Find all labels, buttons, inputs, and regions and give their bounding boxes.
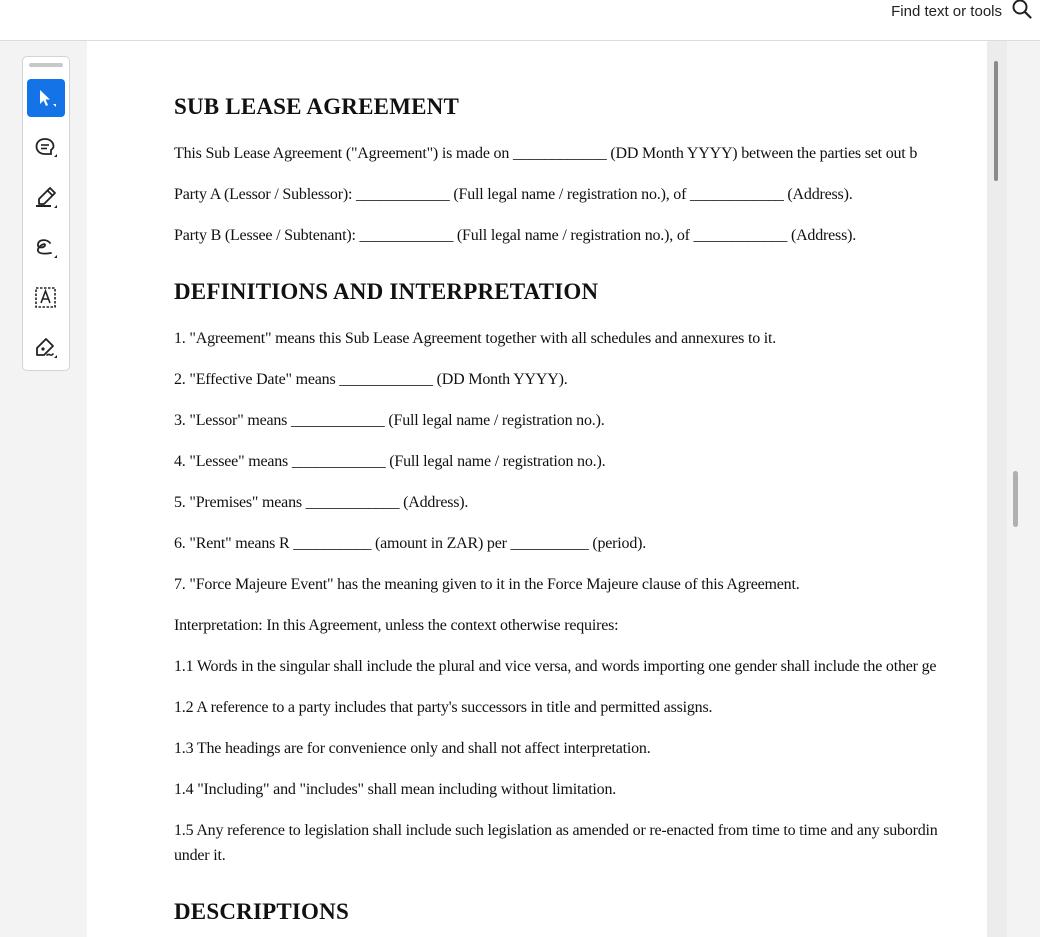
definition-item: 4. "Lessee" means ____________ (Full legal name / registration no.). [174, 453, 606, 470]
find-label: Find text or tools [891, 2, 1002, 20]
party-b-line: Party B (Lessee / Subtenant): ____________ (Full legal name / registration no.), of ____________ (Address). [174, 227, 857, 244]
outer-scrollbar-thumb[interactable] [1013, 471, 1018, 527]
party-a-line: Party A (Lessor / Sublessor): ____________ (Full legal name / registration no.), of ____________ (Address). [174, 186, 853, 203]
intro-line: This Sub Lease Agreement ("Agreement") is made on ____________ (DD Month YYYY) between the parties set out b [174, 145, 918, 162]
descriptions-heading: DESCRIPTIONS [174, 899, 349, 924]
document-content [174, 94, 986, 925]
freehand-draw-icon [33, 235, 59, 261]
document-title: SUB LEASE AGREEMENT [174, 94, 459, 119]
definitions-heading: DEFINITIONS AND INTERPRETATION [174, 279, 599, 304]
interpretation-item: 1.4 "Including" and "includes" shall mean including without limitation. [174, 781, 617, 798]
text-box-icon [33, 285, 59, 311]
highlight-tool[interactable] [27, 179, 65, 217]
interpretation-item: 1.5 Any reference to legislation shall include such legislation as amended or re-enacted from time to time and any subordin [174, 822, 938, 839]
signature-pen-icon [33, 335, 59, 361]
find-text-or-tools[interactable] [891, 0, 1032, 22]
top-bar [0, 0, 1040, 41]
definition-item: 3. "Lessor" means ____________ (Full legal name / registration no.). [174, 412, 605, 429]
comment-tool[interactable] [27, 129, 65, 167]
document-page[interactable] [87, 41, 987, 937]
sign-tool[interactable] [27, 329, 65, 367]
toolbar-grip[interactable] [29, 63, 63, 67]
draw-tool[interactable] [27, 229, 65, 267]
text-tool[interactable] [27, 279, 65, 317]
cursor-arrow-icon [34, 86, 58, 110]
interpretation-item: 1.1 Words in the singular shall include the plural and vice versa, and words importing one gender shall include the other ge [174, 658, 937, 675]
definition-item: 2. "Effective Date" means ____________ (DD Month YYYY). [174, 371, 568, 388]
workspace [0, 41, 1040, 937]
interpretation-intro: Interpretation: In this Agreement, unless the context otherwise requires: [174, 617, 619, 634]
interpretation-item-continued: under it. [174, 847, 226, 864]
select-tool[interactable] [27, 79, 65, 117]
interpretation-item: 1.2 A reference to a party includes that party's successors in title and permitted assigns. [174, 699, 713, 716]
interpretation-item: 1.3 The headings are for convenience only and shall not affect interpretation. [174, 740, 651, 757]
search-icon[interactable] [1012, 0, 1032, 24]
quick-tools-toolbar [22, 56, 70, 371]
comment-icon [33, 135, 59, 161]
definition-item: 1. "Agreement" means this Sub Lease Agreement together with all schedules and annexures to it. [174, 330, 777, 347]
definition-item: 5. "Premises" means ____________ (Address). [174, 494, 469, 511]
highlighter-pen-icon [33, 185, 59, 211]
page-scrollbar-thumb[interactable] [994, 61, 998, 181]
definition-item: 6. "Rent" means R __________ (amount in ZAR) per __________ (period). [174, 535, 647, 552]
definition-item: 7. "Force Majeure Event" has the meaning given to it in the Force Majeure clause of this Agreement. [174, 576, 800, 593]
